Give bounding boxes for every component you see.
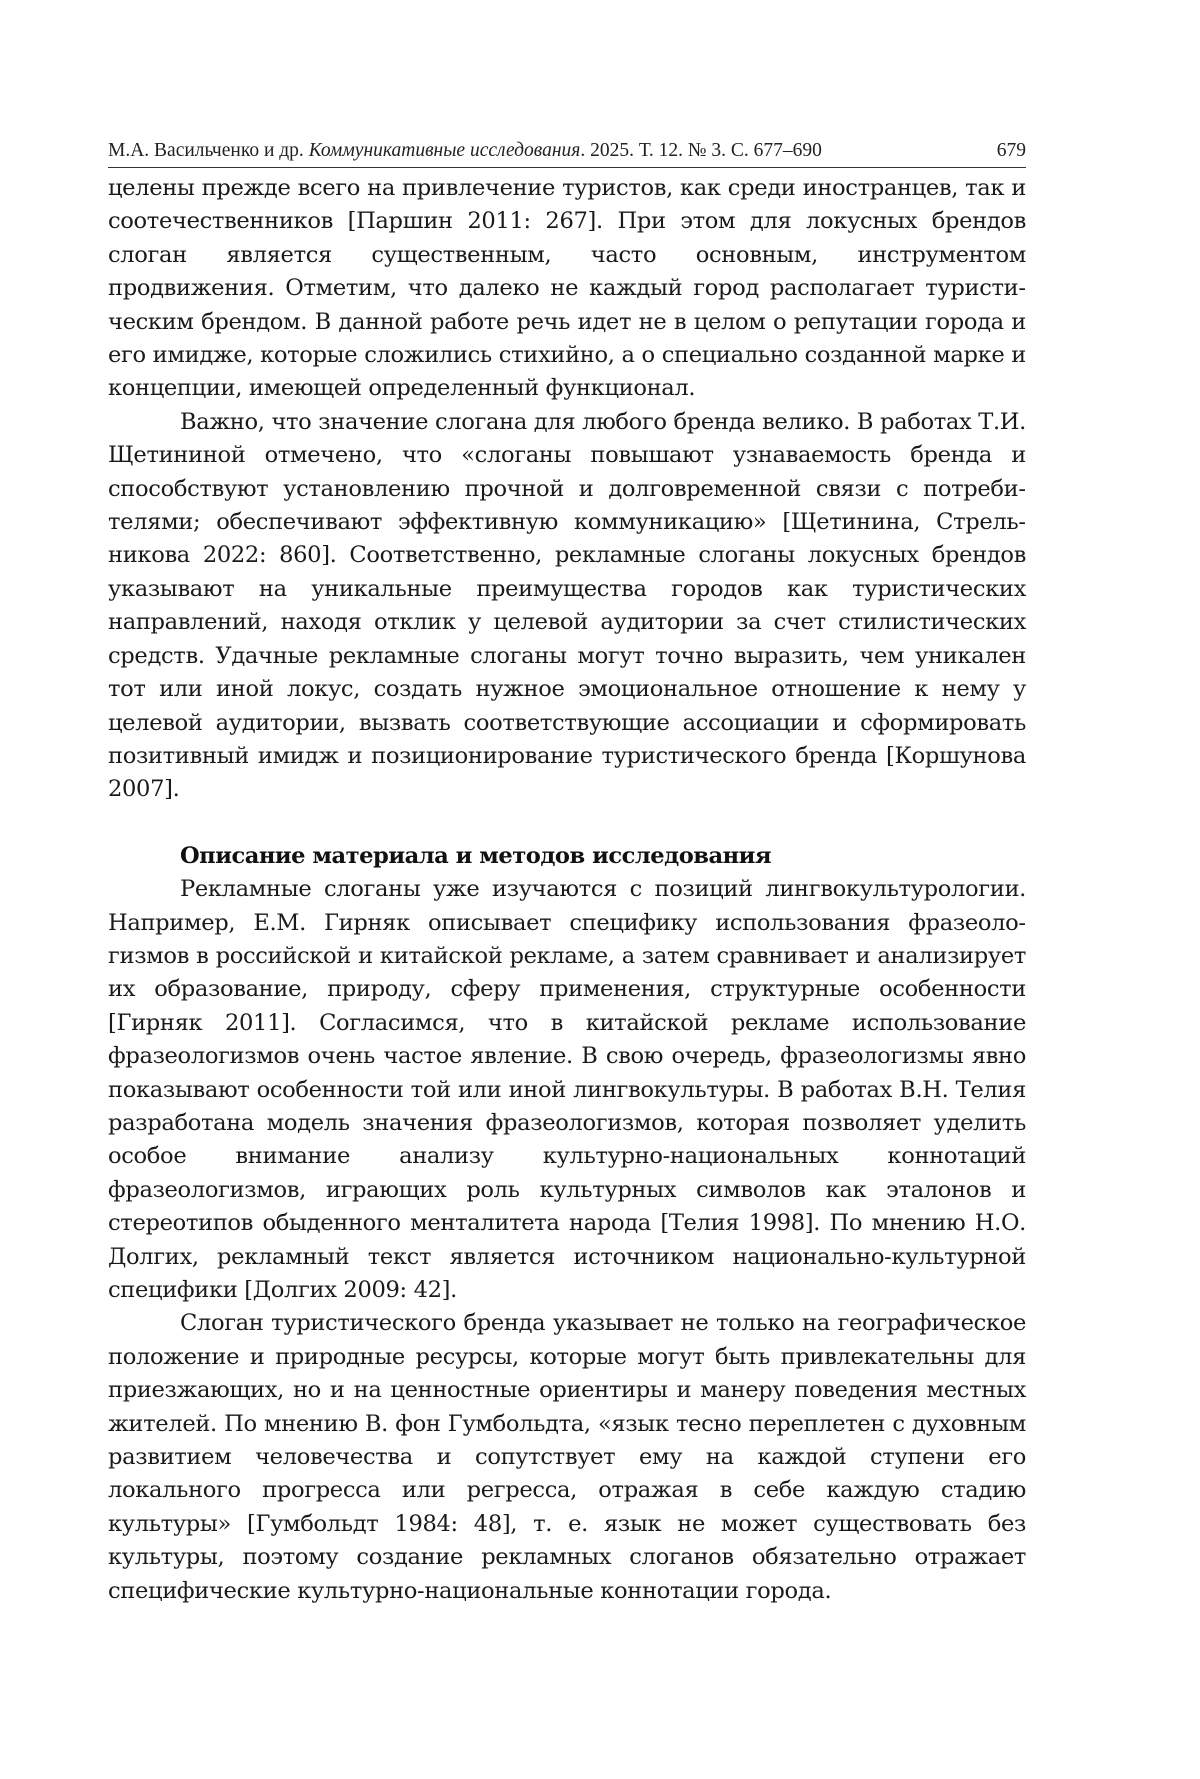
journal-page xyxy=(108,140,1026,1608)
running-head-journal: Коммуникативные исследования xyxy=(308,140,581,161)
paragraph-tourist-brand-slogan: Слоган туристического бренда указывает не только на географическое положение и природные ресурсы, которые могут быть привлекательны для приезжающих, но и на ценностные ориентиры и манеру поведения местных жителей. По мнению В. фон Гумбольдта, «язык тесно переплетен с духовным развитием человечества и сопутствует ему на каждой ступени его локального прогресса или регресса, отражая в себе каждую стадию культуры» [Гумбольдт 1984: 48], т. е. язык не может существовать без культуры, поэтому создание рекламных слоганов обязательно отражает специфические культурно-национальные коннотации города. xyxy=(108,1310,1026,1604)
article-body xyxy=(108,172,1026,1608)
paragraph-linguoculturology: Рекламные слоганы уже изучаются с позиций лингвокультурологии. Например, Е.М. Гирняк описывает специфику использования фразеологизмов в российской и китайской рекламе, а затем сравнивает и анализирует их образование, природу, сферу применения, структурные особенности [Гирняк 2011]. Согласимся, что в китайской рекламе использование фразеологизмов очень частое явление. В свою очередь, фразеологизмы явно показывают особенности той или иной лингвокультуры. В работах В.Н. Телия разработана модель значения фразеологизмов, которая позволяет уделить особое внимание анализу культурно-национальных коннотаций фразеологизмов, играющих роль культурных символов как эталонов и стереотипов обыденного менталитета народа [Телия 1998]. По мнению Н.О. Долгих, рекламный текст является источником национально-культурной специфики [Долгих 2009: 42]. xyxy=(108,876,1026,1303)
running-head-citation xyxy=(108,140,822,162)
paragraph-continued: целены прежде всего на привлечение туристов, как среди иностранцев, так и соотечественников [Паршин 2011: 267]. При этом для локусных брендов слоган является существенным, часто основным, инструментом продвижения. Отметим, что далеко не каждый город располагает туристическим брендом. В данной работе речь идет не в целом о репутации города и его имидже, которые сложились стихийно, а о специально созданной марке и концепции, имеющей определенный функционал. xyxy=(108,175,1026,402)
paragraph-slogan-importance: Важно, что значение слогана для любого бренда велико. В работах Т.И. Щетининой отмечено, что «слоганы повышают узнаваемость бренда и способствуют установлению прочной и долговременной связи с потребителями; обеспечивают эффективную коммуникацию» [Щетинина, Стрельникова 2022: 860]. Соответственно, рекламные слоганы локусных брендов указывают на уникальные преимущества городов как туристических направлений, находя отклик у целевой аудитории за счет стилистических средств. Удачные рекламные слоганы могут точно выразить, чем уникален тот или иной локус, создать нужное эмоциональное отношение к нему у целевой аудитории, вызвать соответствующие ассоциации и сформировать позитивный имидж и позиционирование туристического бренда [Коршунова 2007]. xyxy=(108,408,1026,803)
running-head xyxy=(108,140,1026,168)
running-head-authors: М.А. Васильченко и др. xyxy=(108,140,304,161)
section-heading: Описание материала и методов исследования xyxy=(180,842,772,869)
page-number: 679 xyxy=(996,140,1026,161)
running-head-issue: . 2025. Т. 12. № 3. С. 677–690 xyxy=(580,140,822,161)
